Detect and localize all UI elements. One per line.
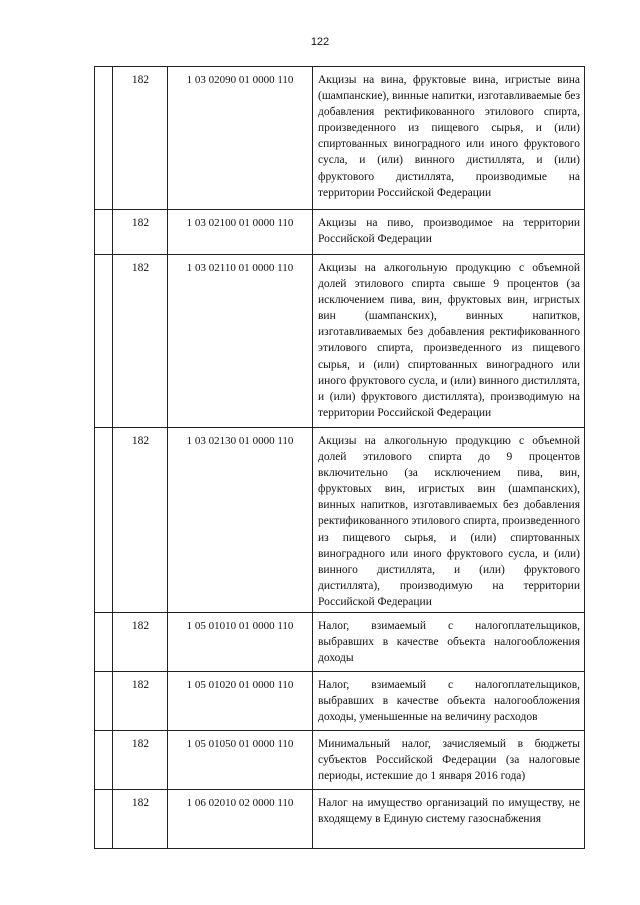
kbk-code-cell: 1 03 02130 01 0000 110 xyxy=(168,428,313,613)
revenue-name-cell: Минимальный налог, зачисляемый в бюджеты субъектов Российской Федерации (за налоговые периоды, истекшие до 1 января 2016 года) xyxy=(313,731,585,790)
revenue-name-cell: Налог, взимаемый с налогоплательщиков, выбравших в качестве объекта налогообложения доходы, уменьшенные на величину расходов xyxy=(313,672,585,731)
admin-code-cell: 182 xyxy=(113,613,168,672)
empty-cell xyxy=(95,210,113,255)
revenue-name-cell: Налог на имущество организаций по имуществу, не входящему в Единую систему газоснабжения xyxy=(313,790,585,849)
kbk-code-cell: 1 06 02010 02 0000 110 xyxy=(168,790,313,849)
revenue-name-cell: Акцизы на вина, фруктовые вина, игристые вина (шампанские), винные напитки, изготавливаемые без добавления ректификованного этилового спирта, произведенного из пищевого сырья, и (или) спиртованных виноградного или иного фруктового сусла, и (или) винного дистиллята, и (или) фруктового дистиллята, производимые на территории Российской Федерации xyxy=(313,67,585,210)
table-row xyxy=(95,428,585,613)
table-row xyxy=(95,210,585,255)
kbk-code-cell: 1 05 01050 01 0000 110 xyxy=(168,731,313,790)
empty-cell xyxy=(95,428,113,613)
admin-code-cell: 182 xyxy=(113,67,168,210)
admin-code-cell: 182 xyxy=(113,790,168,849)
empty-cell xyxy=(95,790,113,849)
empty-cell xyxy=(95,731,113,790)
empty-cell xyxy=(95,613,113,672)
empty-cell xyxy=(95,255,113,428)
kbk-code-cell: 1 05 01010 01 0000 110 xyxy=(168,613,313,672)
table-row xyxy=(95,67,585,210)
revenue-codes-table xyxy=(94,66,585,849)
kbk-code-cell: 1 03 02110 01 0000 110 xyxy=(168,255,313,428)
empty-cell xyxy=(95,672,113,731)
admin-code-cell: 182 xyxy=(113,428,168,613)
admin-code-cell: 182 xyxy=(113,731,168,790)
admin-code-cell: 182 xyxy=(113,255,168,428)
table-body xyxy=(95,67,585,849)
table-row xyxy=(95,672,585,731)
revenue-name-cell: Акцизы на алкогольную продукцию с объемной долей этилового спирта до 9 процентов включительно (за исключением пива, вин, фруктовых вин, игристых вин (шампанских), винных напитков, изготавливаемых без добавления ректификованного этилового спирта, произведенного из пищевого сырья, и (или) спиртованных виноградного или иного фруктового сусла, и (или) винного дистиллята, и (или) фруктового дистиллята), производимую на территории Российской Федерации xyxy=(313,428,585,613)
revenue-name-cell: Акцизы на пиво, производимое на территории Российской Федерации xyxy=(313,210,585,255)
table-row xyxy=(95,613,585,672)
admin-code-cell: 182 xyxy=(113,672,168,731)
page-number: 122 xyxy=(310,36,330,48)
table-row xyxy=(95,731,585,790)
admin-code-cell: 182 xyxy=(113,210,168,255)
revenue-name-cell: Акцизы на алкогольную продукцию с объемной долей этилового спирта свыше 9 процентов (за исключением пива, вин, фруктовых вин, игристых вин (шампанских), винных напитков, изготавливаемых без добавления ректификованного этилового спирта, произведенного из пищевого сырья, и (или) спиртованных виноградного или иного фруктового сусла, и (или) винного дистиллята, и (или) фруктового дистиллята), производимую на территории Российской Федерации xyxy=(313,255,585,428)
table-row xyxy=(95,790,585,849)
empty-cell xyxy=(95,67,113,210)
kbk-code-cell: 1 05 01020 01 0000 110 xyxy=(168,672,313,731)
table-row xyxy=(95,255,585,428)
kbk-code-cell: 1 03 02100 01 0000 110 xyxy=(168,210,313,255)
kbk-code-cell: 1 03 02090 01 0000 110 xyxy=(168,67,313,210)
revenue-name-cell: Налог, взимаемый с налогоплательщиков, выбравших в качестве объекта налогообложения доходы xyxy=(313,613,585,672)
